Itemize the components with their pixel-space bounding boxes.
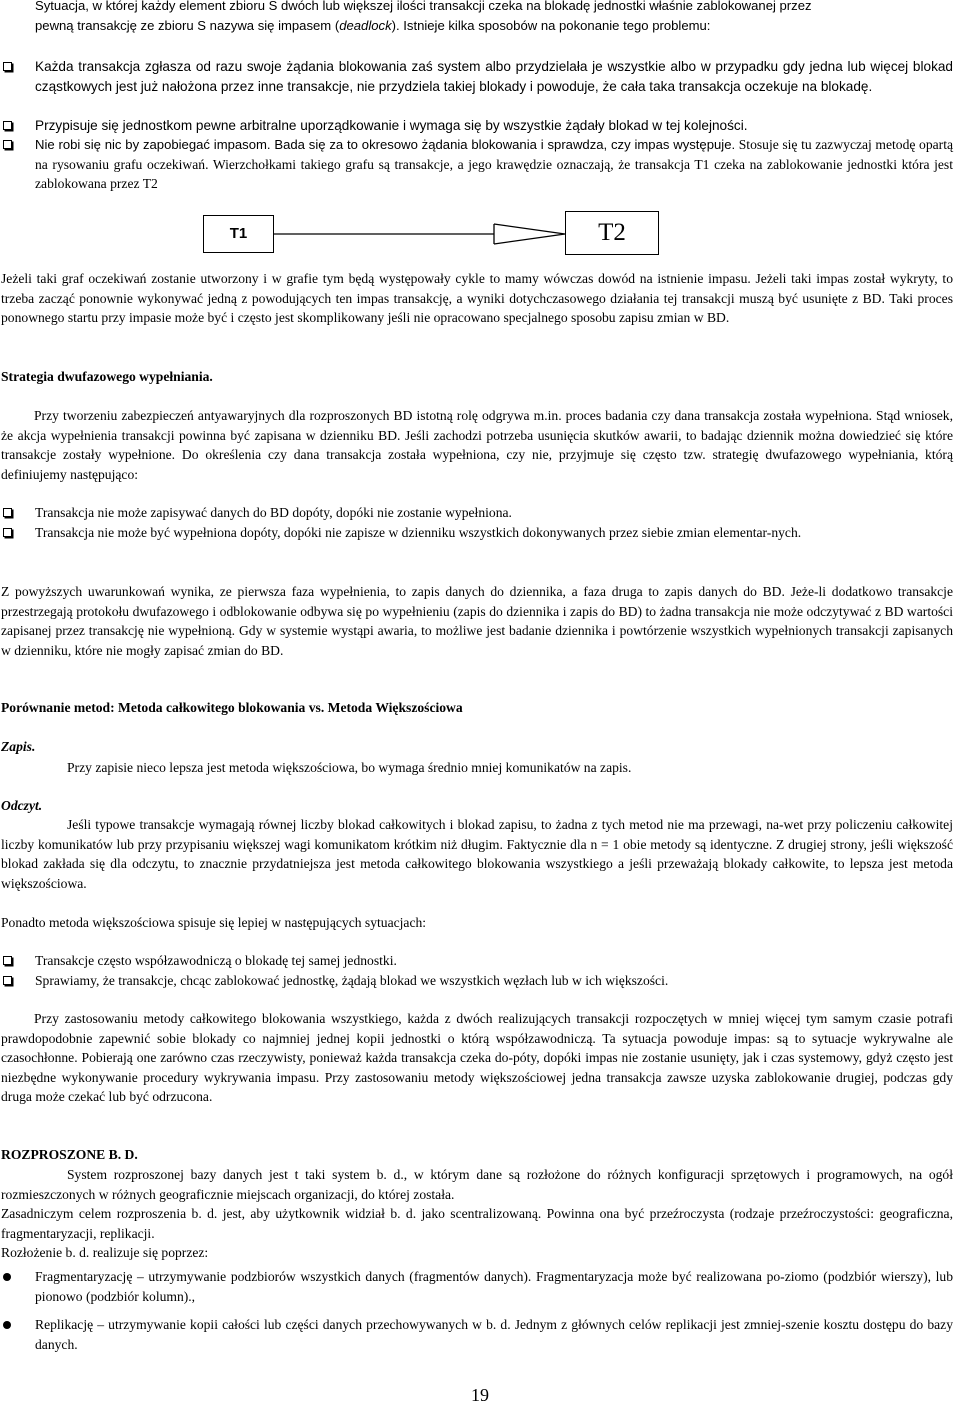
list-item-text: Sprawiamy, że transakcje, chcąc zablokować jednostkę, żądają blokad we wszystkich węzłach lub w ich większości.: [35, 973, 669, 988]
list-item-text: [35, 135, 953, 194]
heading-two-phase-commit: Strategia dwufazowego wypełniania.: [1, 369, 213, 384]
list-item-text-a: Nie robi się nic by zapobiegać impasom. Bada się za to okresowo żądania blokowania i sprawdza, czy impas występuje.: [35, 137, 736, 152]
text-read: Jeśli typowe transakcje wymagają równej liczby blokad całkowitych i blokad zapisu, to żadna z tych metod nie ma przewagi, na-wet przy policzeniu całkowitej liczby komunikatów lub przy przypisaniu większej wagi komunikatom krótkim niż długim. Faktycznie dla n = 1 obie metody są identyczne. Z drugiej strony, jeśli większość blokad zakłada się dla odczytu, to znacznie przydatniejsza jest metoda całkowitego blokowania wszystkiego a jeśli przeważają blokady całkowite, to lepsza jest metoda większościowa.: [1, 817, 953, 891]
heading-distributed-db: ROZPROSZONE B. D.: [1, 1147, 138, 1162]
list-item-text: Transakcja nie może być wypełniona dopóty, dopóki nie zapisze w dzienniku wszystkich dokonywanych przez siebie zmian elementar-nych.: [35, 525, 802, 540]
para-distributed-3: Rozłożenie b. d. realizuje się poprzez:: [1, 1245, 209, 1260]
list-item-text: Transakcja nie może zapisywać danych do BD dopóty, dopóki nie zostanie wypełniona.: [35, 505, 512, 520]
para-conditions: Z powyższych uwarunkowań wynika, ze pierwsza faza wypełnienia, to zapis danych do dziennika, a faza druga to zapis danych do BD. Jeże-li dodatkowo transakcje przestrzegają protokołu dwufazowego i odblokowanie odbywa się po wypełnieniu (zapis do dziennika i zapis do BD) to żadna transakcja nie może odczytywać z BD wartości zapisanej przez transakcję nie wypełnioną. Gdy w systemie wystąpi awaria, to możliwe jest badanie dziennika i powtórzenie wszystkich wypełnionych transakcji zapisanych w dzienniku, które nie mogły zapisać zmian do BD.: [1, 584, 953, 658]
intro-text-a: pewną transakcję ze zbioru S nazywa się impasem (: [35, 18, 340, 33]
graph-edge-arrow: [274, 222, 566, 246]
checkbox-bullet-icon: [3, 140, 12, 149]
bullet-dot-icon: [3, 1273, 11, 1281]
checkbox-bullet-icon: [3, 508, 12, 517]
page-number: 19: [471, 1385, 489, 1405]
label-read: Odczyt.: [1, 798, 43, 813]
para-distributed-1: System rozproszonej bazy danych jest t taki system b. d., w którym dane są rozłożone do różnych konfiguracji sprzętowych i programowych, na ogół rozmieszczonych w różnych geograficznie miejscach organizacji, do której została.: [1, 1167, 953, 1202]
graph-node-t1: T1: [203, 215, 274, 253]
intro-line-1: Sytuacja, w której każdy element zbioru S dwóch lub większej ilości transakcji czeka na blokadę jednostki właśnie zablokowanej przez: [35, 0, 812, 13]
intro-text-c: ). Istnieje kilka sposobów na pokonanie tego problemu:: [391, 18, 711, 33]
list-item-text: Przypisuje się jednostkom pewne arbitralne uporządkowanie i wymaga się by wszystkie żądały blokad w tej kolejności.: [35, 118, 748, 133]
text-write: Przy zapisie nieco lepsza jest metoda większościowa, bo wymaga średnio mniej komunikatów na zapis.: [67, 760, 632, 775]
checkbox-bullet-icon: [3, 528, 12, 537]
para-after-graph: Jeżeli taki graf oczekiwań zostanie utworzony i w grafie tym będą występowały cykle to mamy wówczas dowód na istnienie impasu. Jeżeli taki impas został wykryty, to trzeba zacząć ponownie wykonywać jedną z powodujących ten impas transakcję, a wyniki dotychczasowego działania tej transakcji muszą być usunięte z BD. Taki proces ponownego startu przy impasie może być i często jest skomplikowany jeśli nie opracowano specjalnego sposobu zapisu zmian w BD.: [1, 271, 953, 326]
checkbox-bullet-icon: [3, 121, 12, 130]
label-write: Zapis.: [1, 739, 36, 754]
para-full-locking: Przy zastosowaniu metody całkowitego blokowania wszystkiego, każda z dwóch realizujących transakcji rozpoczętych w mniej więcej tym samym czasie potrafi prawdopodobnie zapewnić sobie blokady co najmniej jednej kopii jednostki o którą współzawodniczą. Ta sytuacja powoduje impas: są to sytuacje wykrywalne ale czasochłonne. Pobierają one zarówno czas rzeczywisty, ponieważ każda transakcja czeka do-póty, dopóki impas nie zostanie usunięty, jak i czas systemowy, gdyż często jest niezbędne wykonywanie procedury wykrywania impasu. Przy zastosowaniu metody większościowej jedna transakcja zawsze uzyska zablokowanie drugiej, podczas gdy druga może czekać lub być odrzucona.: [1, 1011, 953, 1105]
bullet-dot-icon: [3, 1321, 11, 1329]
checkbox-bullet-icon: [3, 976, 12, 985]
list-item-text: Fragmentaryzację – utrzymywanie podzbiorów wszystkich danych (fragmentów danych). Fragmentaryzacja może być realizowana po-ziomo (podzbiór wierszy), lub pionowo (podzbiór kolumn).,: [35, 1269, 953, 1304]
list-item-text: Każda transakcja zgłasza od razu swoje żądania blokowania zaś system albo przydzielała je wszystkie albo w przypadku gdy jedna lub więcej blokad cząstkowych jest już nałożona przez inne transakcje, nie przydziela takiej blokady i powoduje, że cała taka transakcja oczekuje na blokadę.: [35, 59, 953, 94]
checkbox-bullet-icon: [3, 956, 12, 965]
checkbox-bullet-icon: [3, 62, 12, 71]
list-item-text: Replikację – utrzymywanie kopii całości lub części danych przechowywanych w b. d. Jednym z głównych celów replikacji jest zmniej-szenie kosztu dostępu do bazy danych.: [35, 1317, 953, 1352]
heading-method-comparison: Porównanie metod: Metoda całkowitego blokowania vs. Metoda Większościowa: [1, 700, 463, 715]
intro-term-deadlock: deadlock: [339, 18, 392, 33]
list-item-text-b: Stosuje się tu zazwyczaj metodę opartą na rysowaniu grafu oczekiwań. Wierzchołkami takiego grafu są transakcje, a jego krawędzie oznaczają, że transakcja T1 czeka na zablokowanie jednostki która jest zablokowana przez T2: [35, 137, 954, 192]
list-item-text: Transakcje często współzawodniczą o blokadę tej samej jednostki.: [35, 953, 397, 968]
intro-line-2: [35, 16, 953, 36]
graph-node-t2: T2: [565, 211, 659, 255]
para-majority-better: Ponadto metoda większościowa spisuje się lepiej w następujących sytuacjach:: [1, 915, 427, 930]
para-distributed-2: Zasadniczym celem rozproszenia b. d. jest, aby użytkownik widział b. d. jako scentralizowaną. Powinna ona być przeźroczysta (rodzaje przeźroczystości: geograficzna, fragmentaryzacji, replikacji.: [1, 1206, 953, 1241]
para-two-phase-commit: Przy tworzeniu zabezpieczeń antyawaryjnych dla rozproszonych BD istotną rolę odgrywa m.in. proces badania czy dana transakcja została wypełniona. Stąd wniosek, że akcja wypełnienia transakcji powinna być zapisana w dzienniku BD. Jeśli zachodzi potrzeba usunięcia skutków awarii, to badając dziennik można dowiedzieć się które transakcje zostały wypełnione. Do określenia czy dana transakcja została wypełniona, czy nie, przyjmuje się często tzw. strategię dwufazowego wypełniania, którą definiujemy następująco:: [1, 408, 953, 482]
